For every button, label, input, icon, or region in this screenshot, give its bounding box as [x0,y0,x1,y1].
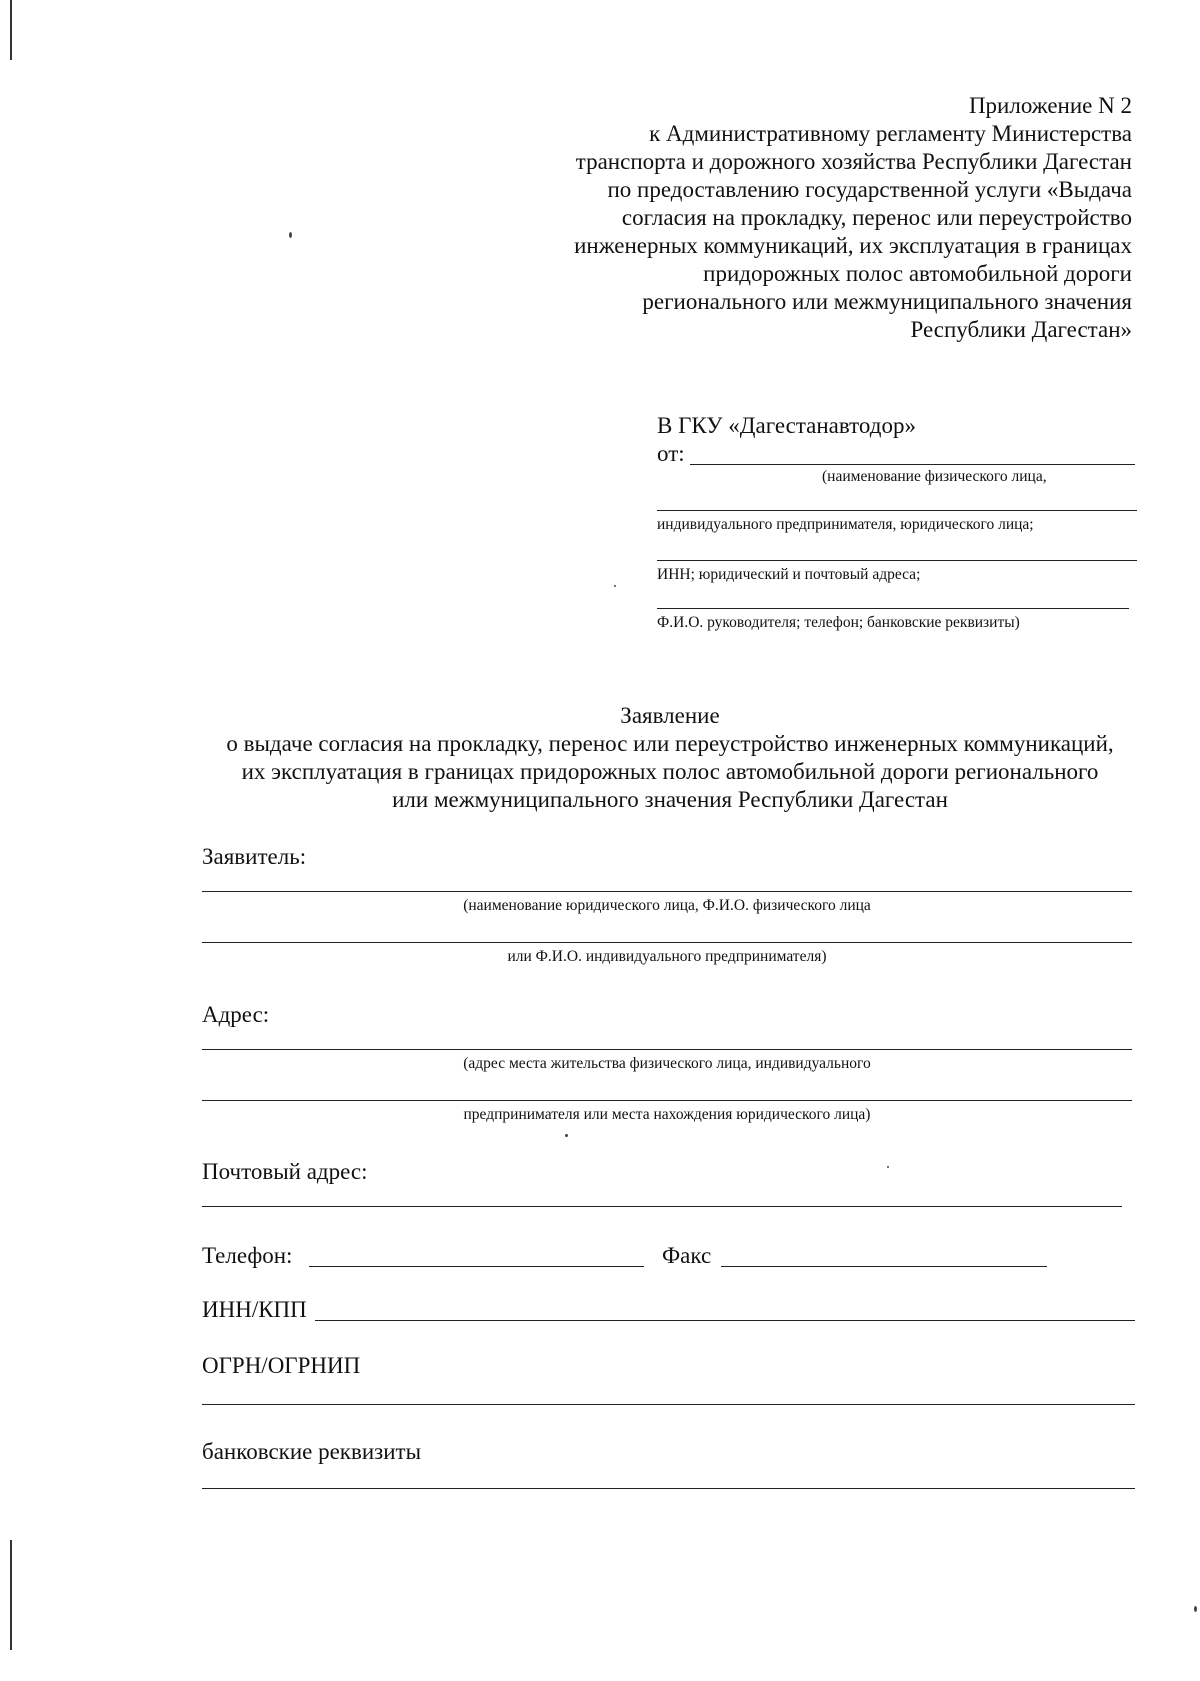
scan-speck [614,585,616,587]
statement-line-1: о выдаче согласия на прокладку, перенос или переустройство инженерных коммуникаций, [226,731,1114,756]
addressee-hint-2: индивидуального предпринимателя, юридического лица; [657,516,1034,533]
ogrn-label: ОГРН/ОГРНИП [202,1353,361,1378]
appendix-header [432,92,1132,344]
address-hint-1: (адрес места жительства физического лица, индивидуального [463,1055,871,1072]
scan-edge-top [10,0,12,60]
addressee-from-label: от: [657,441,685,466]
addressee-field-3[interactable] [657,560,1137,561]
bank-field[interactable] [202,1488,1135,1489]
applicant-hint-1: (наименование юридического лица, Ф.И.О. физического лица [463,897,871,914]
fax-label: Факс [662,1243,712,1268]
inn-label: ИНН/КПП [202,1297,307,1322]
postal-field[interactable] [202,1206,1122,1207]
ogrn-field[interactable] [202,1404,1135,1405]
addressee-hint-4: Ф.И.О. руководителя; телефон; банковские реквизиты) [657,614,1020,631]
appendix-line: придорожных полос автомобильной дороги [703,261,1132,286]
addressee-from-field[interactable] [690,464,1135,465]
address-hint-2: предпринимателя или места нахождения юридического лица) [463,1106,871,1123]
statement-line-2: их эксплуатация в границах придорожных полос автомобильной дороги регионального [241,759,1099,784]
addressee-hint-1: (наименование физического лица, [822,468,1047,485]
appendix-line: Приложение N 2 [968,93,1132,118]
scan-speck [1194,1606,1197,1612]
address-field-1[interactable] [202,1049,1132,1050]
addressee-hint-3: ИНН; юридический и почтовый адреса; [657,566,921,583]
phone-label: Телефон: [202,1243,293,1268]
scan-speck [887,1166,889,1168]
inn-field[interactable] [315,1320,1135,1321]
addressee-field-2[interactable] [657,510,1137,511]
applicant-field-1[interactable] [202,891,1132,892]
appendix-line: к Административному регламенту Министерства [649,121,1132,146]
applicant-hint-2: или Ф.И.О. индивидуального предпринимателя) [507,948,827,965]
statement-line-3: или межмуниципального значения Республики Дагестан [392,787,948,812]
postal-label: Почтовый адрес: [202,1159,368,1184]
addressee-to: В ГКУ «Дагестанавтодор» [657,413,916,438]
applicant-field-2[interactable] [202,942,1132,943]
appendix-line: регионального или межмуниципального значения [642,289,1132,314]
scan-edge-bottom [10,1540,12,1650]
scan-speck [565,1134,568,1137]
addressee-field-4[interactable] [657,608,1129,609]
appendix-line: согласия на прокладку, перенос или переустройство [621,205,1132,230]
fax-field[interactable] [721,1266,1047,1267]
appendix-line: Республики Дагестан» [910,317,1132,342]
appendix-line: инженерных коммуникаций, их эксплуатация в границах [574,233,1132,258]
bank-label: банковские реквизиты [202,1439,422,1464]
address-field-2[interactable] [202,1100,1132,1101]
scan-speck [289,232,292,238]
address-label: Адрес: [202,1002,270,1027]
appendix-line: транспорта и дорожного хозяйства Республики Дагестан [575,149,1132,174]
statement-title: Заявление [620,703,720,728]
applicant-label: Заявитель: [202,844,307,869]
appendix-line: по предоставлению государственной услуги «Выдача [607,177,1132,202]
phone-field[interactable] [309,1266,644,1267]
